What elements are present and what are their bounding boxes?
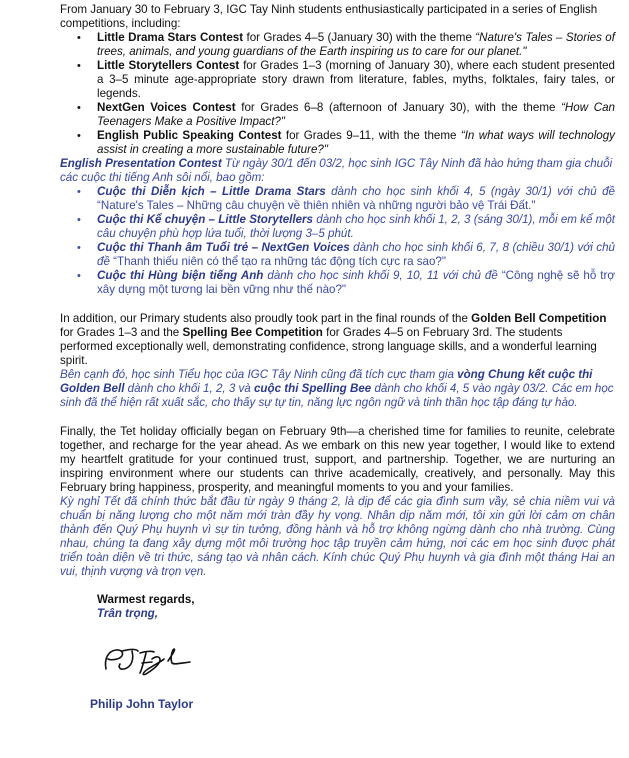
list-item — [60, 241, 615, 269]
golden-bell-label: Golden Bell Competition — [471, 312, 607, 325]
text-run: In addition, our Primary students also proudly took part in the final rounds of the — [60, 312, 472, 325]
list-item — [60, 185, 615, 213]
list-item — [60, 101, 615, 129]
contest-name: English Public Speaking Contest — [97, 129, 282, 142]
contest-theme: “Công nghệ sẽ hỗ trợ xây dựng một tương lai bền vững như thế nào?" — [97, 269, 615, 296]
contest-details: for Grades 6–8 (afternoon of January 30), with the theme — [235, 101, 562, 114]
contest-name: Cuộc thi Hùng biện tiếng Anh — [97, 269, 264, 282]
contest-details: for Grades 9–11, with the theme — [281, 129, 461, 142]
signature-icon — [98, 639, 198, 679]
contest-details: dành cho học sinh khối 9, 10, 11 với chủ đề — [263, 269, 502, 282]
contest-details: dành cho học sinh khối 1, 2, 3 (sáng 30/1), mỗi em kể một câu chuyện phù hợp lứa tuổi, thời lượng 3–5 phút. — [97, 213, 615, 240]
tet-holiday-en: Finally, the Tet holiday officially began on February 9th—a cherished time for families to reunite, celebrate together, and recharge for the year ahead. As we embark on this new year together, I would like to extend my heartfelt gratitude for your continued trust, support, and partnership. Together, we are nurturing an inspiring environment where our students can thrive academically, creatively, and personally. May this February bring happiness, prosperity, and meaningful moments to you and your families. — [60, 425, 615, 494]
list-item — [60, 213, 615, 241]
paragraph-gap — [60, 410, 615, 425]
primary-finals-en — [60, 312, 615, 368]
contest-name: Little Storytellers Contest — [97, 59, 240, 72]
text-run: for Grades 4–5 on February 3rd. The students performed exceptionally well, demonstrating confidence, strong language skills, and a wonderful learning spirit. — [60, 326, 597, 367]
contest-series-title: English Presentation Contest — [60, 157, 222, 170]
contest-name: Little Drama Stars Contest — [97, 31, 244, 44]
contest-details: dành cho học sinh khối 6, 7, 8 (chiều 30/1) với chủ đề — [97, 241, 615, 268]
competitions-intro-en: From January 30 to February 3, IGC Tay Ninh students enthusiastically participated in a series of English competitions, including: — [60, 3, 598, 30]
list-item — [60, 31, 615, 59]
signer-name: Philip John Taylor — [90, 697, 194, 711]
contest-theme: “Nature's Tales – Stories of trees, animals, and young guardians of the Earth inspiring us to care for our planet." — [97, 31, 615, 58]
spelling-bee-label: Spelling Bee Competition — [182, 326, 323, 339]
paragraph-gap — [60, 297, 615, 312]
contest-name: Cuộc thi Diễn kịch – Little Drama Stars — [97, 185, 326, 198]
contest-theme: “Nature's Tales – Những câu chuyện về thiên nhiên và những người bảo vệ Trái Đất." — [97, 199, 536, 212]
closing-block — [97, 593, 615, 621]
regards-vn: Trân trọng, — [97, 607, 158, 620]
competitions-list-en — [60, 31, 615, 157]
contest-name: Cuộc thi Thanh âm Tuổi trẻ – NextGen Voices — [97, 241, 350, 254]
golden-bell-label: vòng Chung kết cuộc thi Golden Bell — [60, 368, 593, 395]
competitions-list-vn — [60, 185, 615, 297]
primary-finals-vn — [60, 368, 615, 410]
contest-theme: “In what ways will technology assist in creating a more sustainable future?" — [97, 129, 615, 156]
text-run: dành cho khối 1, 2, 3 và — [124, 382, 254, 395]
text-run: Bên cạnh đó, học sinh Tiểu học của IGC Tây Ninh cũng đã tích cực tham gia — [60, 368, 458, 381]
letter-page — [60, 3, 615, 711]
contest-theme: “Thanh thiếu niên có thể tạo ra những tác động tích cực ra sao?" — [113, 255, 446, 268]
contest-theme: “How Can Teenagers Make a Positive Impact?" — [97, 101, 616, 128]
contest-details: dành cho học sinh khối 4, 5 (ngày 30/1) với chủ đề — [325, 185, 615, 198]
contest-name: Cuộc thi Kể chuyện – Little Storytellers — [97, 213, 313, 226]
list-item — [60, 129, 615, 157]
list-item — [60, 269, 615, 297]
intro-text: Từ ngày 30/1 đến 03/2, học sinh IGC Tây Ninh đã hào hứng tham gia chuỗi các cuộc thi tiếng Anh sôi nổi, bao gồm: — [60, 157, 613, 184]
tet-holiday-vn: Kỳ nghỉ Tết đã chính thức bắt đầu từ ngày 9 tháng 2, là dịp để các gia đình sum vầy, sẻ chia niềm vui và chuẩn bị năng lượng cho một năm mới tràn đầy hy vọng. Nhân dịp năm mới, tôi xin gửi lời cảm ơn chân thành đến Quý Phụ huynh vì sự tin tưởng, đồng hành và hỗ trợ không ngừng dành cho nhà trường. Cùng nhau, chúng ta đang xây dựng một môi trường học tập truyền cảm hứng, nơi các em học sinh được phát triển toàn diện về tri thức, sáng tạo và nhân cách. Kính chúc Quý Phụ huynh và gia đình một tháng Hai an vui, thịnh vượng và trọn vẹn. — [60, 495, 615, 578]
contest-details: for Grades 4–5 (January 30) with the theme — [243, 31, 476, 44]
spelling-bee-label: cuộc thi Spelling Bee — [253, 382, 372, 395]
competitions-intro-vn — [60, 157, 615, 185]
text-run: dành cho khối 4, 5 vào ngày 03/2. Các em học sinh đã thể hiện rất xuất sắc, cho thấy sự tự tin, năng lực ngôn ngữ và tinh thần học tập đáng tự hào. — [60, 382, 614, 409]
text-run: for Grades 1–3 and the — [60, 326, 183, 339]
contest-name: NextGen Voices Contest — [97, 101, 236, 114]
regards-en: Warmest regards, — [97, 593, 195, 606]
list-item — [60, 59, 615, 101]
contest-details: for Grades 1–3 (morning of January 30), where each student presented a 3–5 minute age-appropriate story drawn from literature, fables, myths, folktales, fairy tales, or legends. — [97, 59, 615, 100]
